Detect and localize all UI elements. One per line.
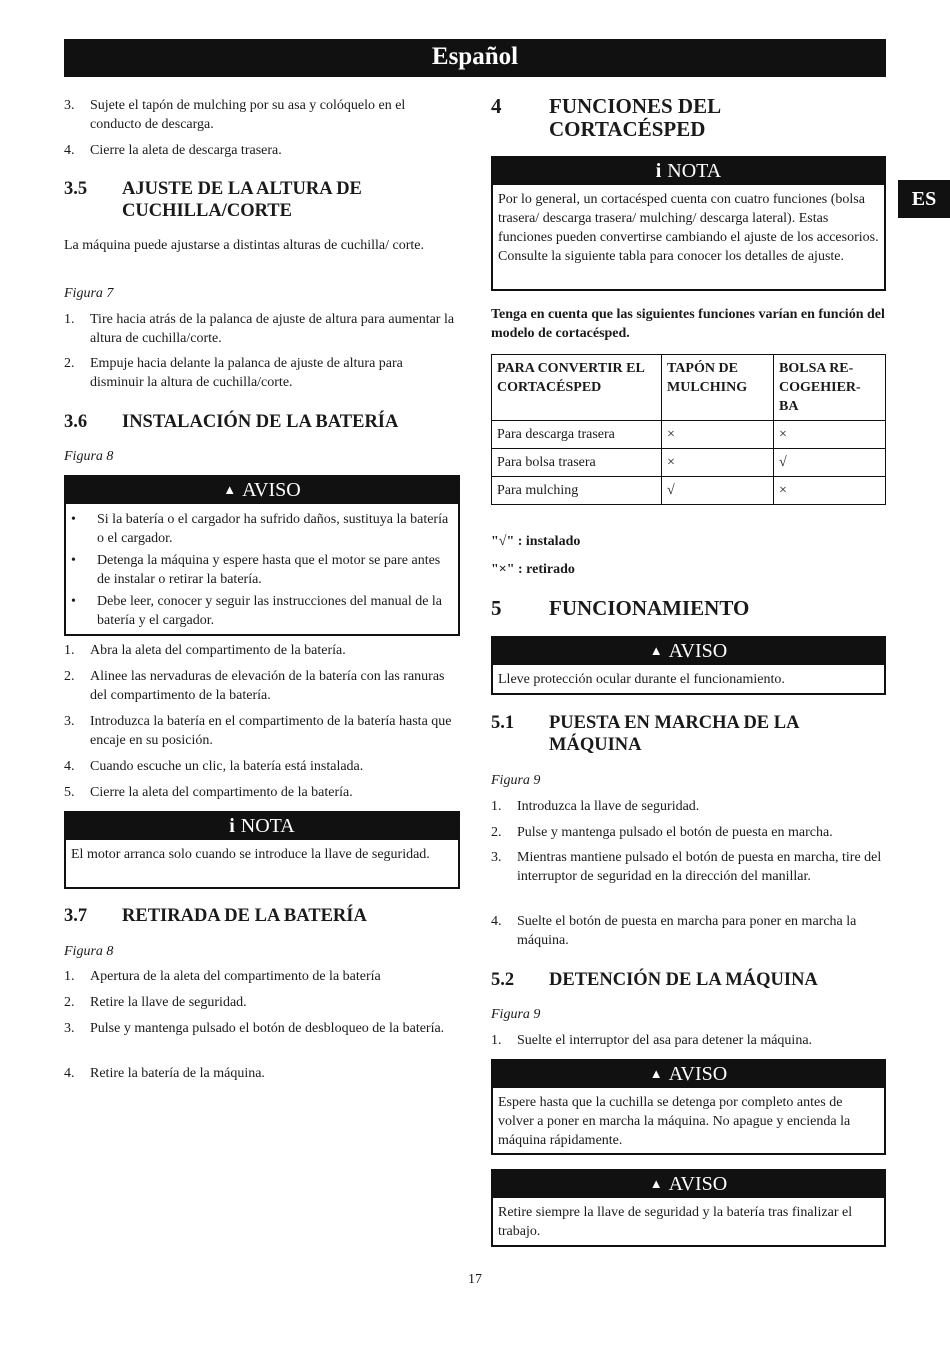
list-item: 3. Pulse y mantenga pulsado el botón de desbloqueo de la batería. [64, 1021, 445, 1036]
table-header-row [492, 355, 886, 421]
model-variation-note: Tenga en cuenta que las siguientes funciones varían en función del modelo de cortacésped. [491, 307, 885, 341]
intro-list [64, 96, 460, 134]
step-list-2 [64, 993, 460, 1012]
table-cell: × [774, 477, 886, 505]
list-item: 2. Empuje hacia delante la palanca de ajuste de altura para disminuir la altura de cuchilla/corte. [64, 356, 403, 390]
warning-text: Espere hasta que la cuchilla se detenga por completo antes de volver a poner en marcha la máquina. No apague y encienda la máquina rápidamente. [498, 1095, 851, 1148]
warning-text: Lleve protección ocular durante el funcionamiento. [498, 672, 785, 687]
section-heading-5-2: 5.2 DETENCIÓN DE LA MÁQUINA [491, 970, 818, 990]
warning-text: Retire siempre la llave de seguridad y la batería tras finalizar el trabajo. [498, 1205, 853, 1239]
section-heading-5-1: 5.1 PUESTA EN MARCHA DE LA MÁQUINA [491, 713, 799, 755]
section-heading-4: 4 FUNCIONES DEL CORTACÉSPED [491, 94, 720, 141]
table-cell: √ [662, 477, 774, 505]
table-cell: × [662, 421, 774, 449]
section-heading-5: 5 FUNCIONAMIENTO [491, 596, 750, 620]
list-item: 4. Suelte el botón de puesta en marcha para poner en marcha la máquina. [491, 914, 857, 948]
list-item: 4. Cierre la aleta de descarga trasera. [64, 143, 282, 158]
table-cell: √ [774, 449, 886, 477]
step-list-3 [64, 712, 460, 750]
step-list [491, 797, 886, 816]
function-table [491, 354, 886, 505]
section-heading-3-5: 3.5 AJUSTE DE LA ALTURA DE CUCHILLA/CORTE [64, 179, 362, 221]
list-item: 1. Tire hacia atrás de la palanca de ajuste de altura para aumentar la altura de cuchilla/corte. [64, 312, 455, 346]
step-list-4 [491, 912, 886, 950]
warning-header: ▲ AVISO [493, 1171, 884, 1198]
step-list-3 [64, 1019, 460, 1038]
table-cell: × [662, 449, 774, 477]
warning-triangle-icon: ▲ [649, 1066, 663, 1081]
list-item: 4. Cuando escuche un clic, la batería está instalada. [64, 759, 364, 774]
list-item: 3. Introduzca la batería en el compartimento de la batería hasta que encaje en su posición. [64, 714, 452, 748]
warning-triangle-icon: ▲ [223, 482, 237, 497]
section-body: La máquina puede ajustarse a distintas alturas de cuchilla/ corte. [64, 238, 424, 253]
info-icon: i [655, 160, 662, 182]
step-list-2 [491, 823, 886, 842]
note-text: El motor arranca solo cuando se introduce la llave de seguridad. [71, 847, 430, 862]
list-item: 1. Abra la aleta del compartimento de la batería. [64, 643, 346, 658]
note-box [64, 811, 460, 889]
step-list-3 [491, 848, 886, 886]
step-list-4 [64, 757, 460, 776]
list-item: 3. Sujete el tapón de mulching por su asa y colóquelo en el conducto de descarga. [64, 98, 406, 132]
figure-reference: Figura 9 [491, 773, 541, 788]
warning-box [491, 636, 886, 695]
table-cell: Para descarga trasera [492, 421, 662, 449]
list-item: 5. Cierre la aleta del compartimento de la batería. [64, 785, 353, 800]
table-row [492, 421, 886, 449]
warning-triangle-icon: ▲ [649, 643, 663, 658]
step-list-4 [64, 1064, 460, 1083]
list-item: 1. Apertura de la aleta del compartimento de la batería [64, 969, 381, 984]
bullet-item: • Detenga la máquina y espere hasta que el motor se pare antes de instalar o retirar la batería. [71, 553, 441, 587]
list-item: 4. Retire la batería de la máquina. [64, 1066, 265, 1081]
legend-removed: "×" : retirado [491, 562, 575, 577]
figure-reference: Figura 9 [491, 1007, 541, 1022]
section-heading-3-7: 3.7 RETIRADA DE LA BATERÍA [64, 906, 367, 926]
warning-box [64, 475, 460, 636]
intro-list-2 [64, 141, 460, 160]
step-list-5 [64, 783, 460, 802]
page-header: Español [64, 39, 886, 77]
list-item: 1. Introduzca la llave de seguridad. [491, 799, 700, 814]
list-item: 2. Pulse y mantenga pulsado el botón de puesta en marcha. [491, 825, 833, 840]
list-item: 1. Suelte el interruptor del asa para detener la máquina. [491, 1033, 813, 1048]
step-list-2 [64, 667, 460, 705]
figure-reference: Figura 8 [64, 449, 114, 464]
table-cell: Para bolsa trasera [492, 449, 662, 477]
step-list-2 [64, 354, 460, 392]
warning-header: ▲ AVISO [493, 638, 884, 665]
figure-reference: Figura 7 [64, 286, 114, 301]
note-header: i NOTA [493, 158, 884, 185]
table-header-cell: PARA CONVERTIR EL CORTACÉSPED [492, 355, 662, 421]
info-icon: i [229, 815, 235, 837]
note-box [491, 156, 886, 291]
language-tab: ES [898, 180, 950, 218]
table-cell: × [774, 421, 886, 449]
warning-header: ▲ AVISO [66, 477, 458, 504]
table-row [492, 477, 886, 505]
table-row [492, 449, 886, 477]
warning-box [491, 1169, 886, 1247]
note-header: i NOTA [66, 813, 458, 840]
step-list [64, 641, 460, 660]
warning-header: ▲ AVISO [493, 1061, 884, 1088]
figure-reference: Figura 8 [64, 944, 114, 959]
note-text: Por lo general, un cortacésped cuenta con cuatro funciones (bolsa trasera/ descarga trasera/ mulching/ descarga lateral). Estas funciones pueden convertirse cambiando el ajuste de los accesorios. Consulte la siguiente tabla para conocer los detalles de ajuste. [498, 192, 879, 264]
warning-box [491, 1059, 886, 1155]
bullet-item: • Si la batería o el cargador ha sufrido daños, sustituya la batería o el cargador. [71, 512, 449, 546]
table-header-cell: BOLSA RE-COGEHIER-BA [774, 355, 886, 421]
step-list [64, 967, 460, 986]
table-header-cell: TAPÓN DE MULCHING [662, 355, 774, 421]
warning-triangle-icon: ▲ [649, 1176, 663, 1191]
page-number: 17 [468, 1272, 482, 1287]
step-list [491, 1031, 886, 1050]
list-item: 3. Mientras mantiene pulsado el botón de puesta en marcha, tire del interruptor de seguridad en la dirección del manillar. [491, 850, 882, 884]
legend-installed: "√" : instalado [491, 534, 581, 549]
bullet-item: • Debe leer, conocer y seguir las instrucciones del manual de la batería y el cargador. [71, 594, 443, 628]
section-heading-3-6: 3.6 INSTALACIÓN DE LA BATERÍA [64, 412, 399, 432]
list-item: 2. Retire la llave de seguridad. [64, 995, 247, 1010]
list-item: 2. Alinee las nervaduras de elevación de la batería con las ranuras del compartimento de la batería. [64, 669, 445, 703]
step-list [64, 310, 460, 348]
table-cell: Para mulching [492, 477, 662, 505]
